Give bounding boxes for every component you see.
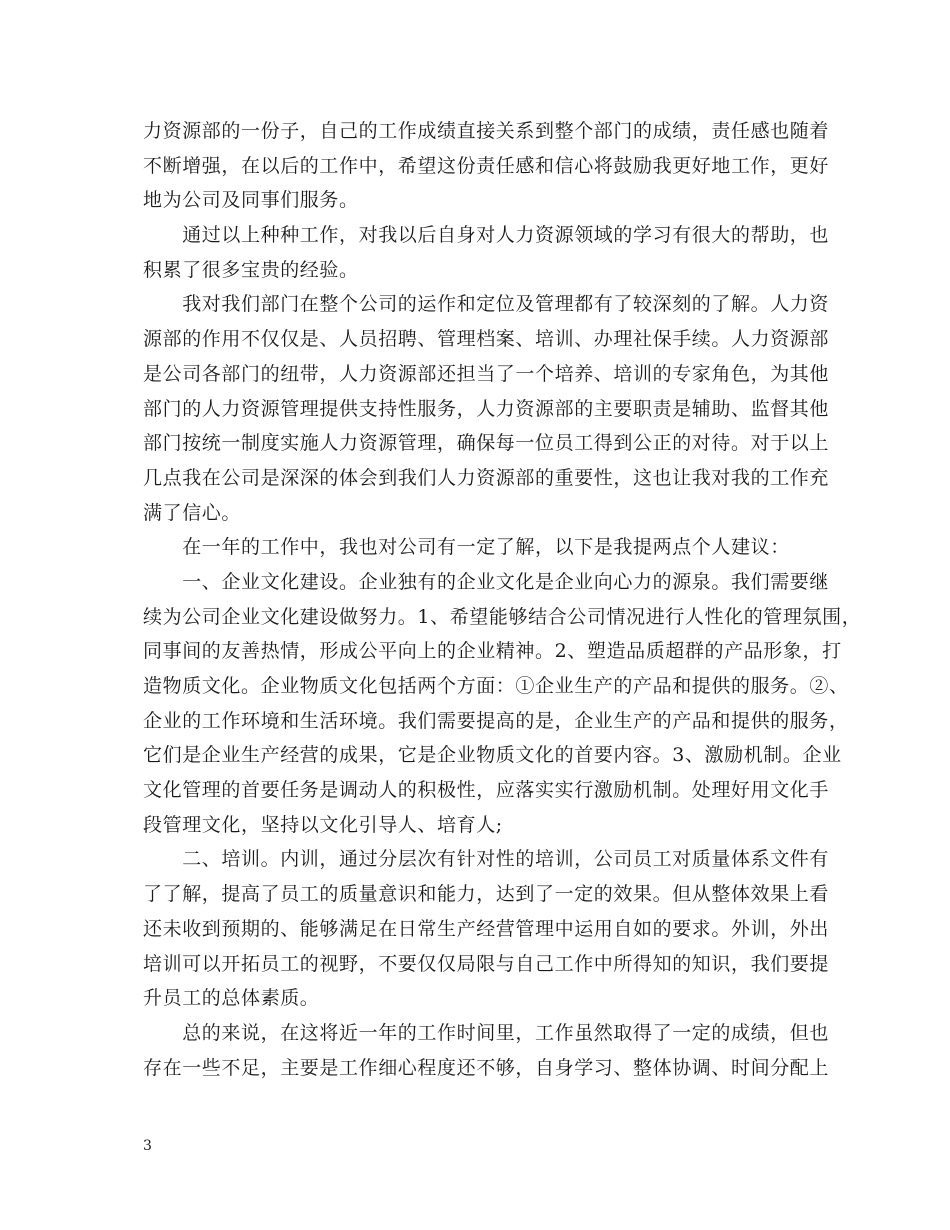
text-line: 积累了很多宝贵的经验。 xyxy=(143,258,359,281)
text-line: 同事间的友善热情，形成公平向上的企业精神。2、塑造品质超群的产品形象，打 xyxy=(143,640,842,663)
text-line: 地为公司及同事们服务。 xyxy=(143,189,359,212)
page-number: 3 xyxy=(143,1138,152,1154)
text-line: 续为公司企业文化建设做努力。1、希望能够结合公司情况进行人性化的管理氛围， xyxy=(143,605,862,628)
text-line: 是公司各部门的纽带，人力资源部还担当了一个培养、培训的专家角色，为其他 xyxy=(143,362,830,385)
text-line: 段管理文化，坚持以文化引导人、培育人; xyxy=(143,813,503,836)
text-line: 了了解，提高了员工的质量意识和能力，达到了一定的效果。但从整体效果上看 xyxy=(143,883,830,906)
text-line: 企业的工作环境和生活环境。我们需要提高的是，企业生产的产品和提供的服务， xyxy=(143,709,849,732)
text-line: 通过以上种种工作，对我以后自身对人力资源领域的学习有很大的帮助，也 xyxy=(143,224,830,247)
text-line: 一、企业文化建设。企业独有的企业文化是企业向心力的源泉。我们需要继 xyxy=(143,570,830,593)
text-line: 在一年的工作中，我也对公司有一定了解，以下是我提两点个人建议： xyxy=(143,536,790,559)
text-line: 造物质文化。企业物质文化包括两个方面：①企业生产的产品和提供的服务。②、 xyxy=(143,675,849,697)
text-line: 不断增强，在以后的工作中，希望这份责任感和信心将鼓励我更好地工作，更好 xyxy=(143,154,830,177)
text-line: 升员工的总体素质。 xyxy=(143,987,320,1010)
text-line: 部门的人力资源管理提供支持性服务，人力资源部的主要职责是辅助、监督其他 xyxy=(143,397,830,420)
text-line: 文化管理的首要任务是调动人的积极性，应落实实行激励机制。处理好用文化手 xyxy=(143,779,830,802)
text-line: 存在一些不足，主要是工作细心程度还不够，自身学习、整体协调、时间分配上 xyxy=(143,1056,830,1079)
text-line: 力资源部的一份子，自己的工作成绩直接关系到整个部门的成绩，责任感也随着 xyxy=(143,120,830,142)
text-line: 我对我们部门在整个公司的运作和定位及管理都有了较深刻的了解。人力资 xyxy=(143,293,830,316)
text-line: 源部的作用不仅仅是、人员招聘、管理档案、培训、办理社保手续。人力资源部 xyxy=(143,328,830,351)
text-line: 它们是企业生产经营的成果，它是企业物质文化的首要内容。3、激励机制。企业 xyxy=(143,744,842,767)
text-line: 部门按统一制度实施人力资源管理，确保每一位员工得到公正的对待。对于以上 xyxy=(143,432,830,455)
text-line: 几点我在公司是深深的体会到我们人力资源部的重要性，这也让我对我的工作充 xyxy=(143,466,830,489)
body-text xyxy=(143,114,862,1085)
text-line: 总的来说，在这将近一年的工作时间里，工作虽然取得了一定的成绩，但也 xyxy=(143,1021,830,1044)
text-line: 二、培训。内训，通过分层次有针对性的培训，公司员工对质量体系文件有 xyxy=(143,848,830,871)
text-line: 还未收到预期的、能够满足在日常生产经营管理中运用自如的要求。外训，外出 xyxy=(143,917,830,940)
text-line: 培训可以开拓员工的视野，不要仅仅局限与自己工作中所得知的知识，我们要提 xyxy=(143,952,830,975)
text-line: 满了信心。 xyxy=(143,501,242,524)
